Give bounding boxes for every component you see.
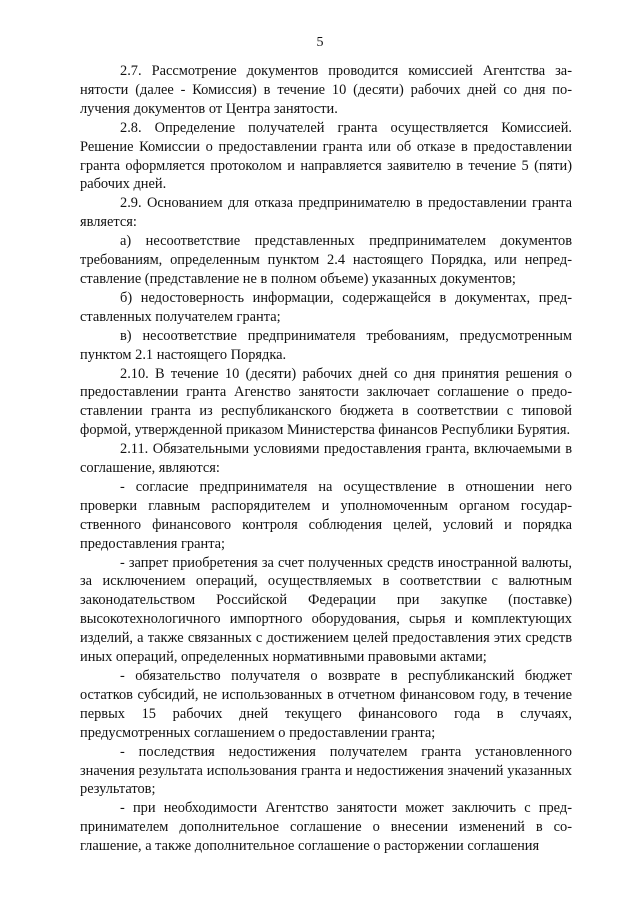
refusal-reason-b: б) недостоверность информации, содержащейся в документах, представленных получателем гранта; [80, 289, 572, 325]
paragraph-2-10: 2.10. В течение 10 (десяти) рабочих дней со дня принятия решения о предоставлении гранта Агенство занятости заключает соглашение о предоставлении гранта из республиканского бюджета в соответствии с типовой формой, утвержденной приказом Министерства финансов Республики Бурятия. [80, 365, 572, 439]
condition-refund-obligation: - обязательство получателя о возврате в республиканский бюджет остатков субсидий, не использованных в отчетном финансовом году, в течение первых 15 рабочих дней текущего финансового года в случаях, предусмотренных соглашением о предоставлении гранта; [80, 668, 572, 741]
refusal-reason-a: а) несоответствие представленных предпринимателем документов требованиям, определенным пунктом 2.4 настоящего Порядка, или непредставление (представление не в полном объеме) указанных документов; [80, 233, 572, 287]
refusal-reason-c: в) несоответствие предпринимателя требованиям, предусмотренным пунктом 2.1 настоящего Порядка. [80, 327, 572, 363]
condition-currency-ban: - запрет приобретения за счет полученных средств иностранной валюты, за исключением операций, осуществляемых в соответствии с валютным законодательством Российской Федерации при закупке (поставке) высокотехнологичного импортного оборудования, сырья и комплектующих изделий, а также связанных с достижением целей предоставления этих средств иных операций, определенных нормативными правовыми актами; [80, 554, 572, 666]
paragraph-2-8: 2.8. Определение получателей гранта осуществляется Комиссией. Решение Комиссии о предоставлении гранта или об отказе в предоставлении гранта оформляется протоколом и направляется заявителю в течение 5 (пяти) рабочих дней. [80, 119, 572, 193]
condition-non-achievement-consequences: - последствия недостижения получателем гранта установленного значения результата использования гранта и недостижения значений указанных результатов; [80, 743, 572, 798]
document-body [80, 62, 572, 856]
paragraph-2-9: 2.9. Основанием для отказа предпринимателю в предоставлении гранта является: [80, 195, 572, 231]
condition-additional-agreement: - при необходимости Агентство занятости может заключить с предпринимателем дополнительное соглашение о внесении изменений в соглашение, а также дополнительное соглашение о расторжении соглашения [80, 800, 572, 855]
condition-inspection-consent: - согласие предпринимателя на осуществление в отношении него проверки главным распорядителем и уполномоченным органом государственного финансового контроля соблюдения целей, условий и порядка предоставления гранта; [80, 478, 572, 552]
paragraph-2-11: 2.11. Обязательными условиями предоставления гранта, включаемыми в соглашение, являются: [80, 441, 572, 477]
page-number: 5 [316, 35, 324, 50]
paragraph-2-7: 2.7. Рассмотрение документов проводится комиссией Агентства занятости (далее - Комиссия) в течение 10 (десяти) рабочих дней со дня получения документов от Центра занятости. [80, 63, 572, 117]
